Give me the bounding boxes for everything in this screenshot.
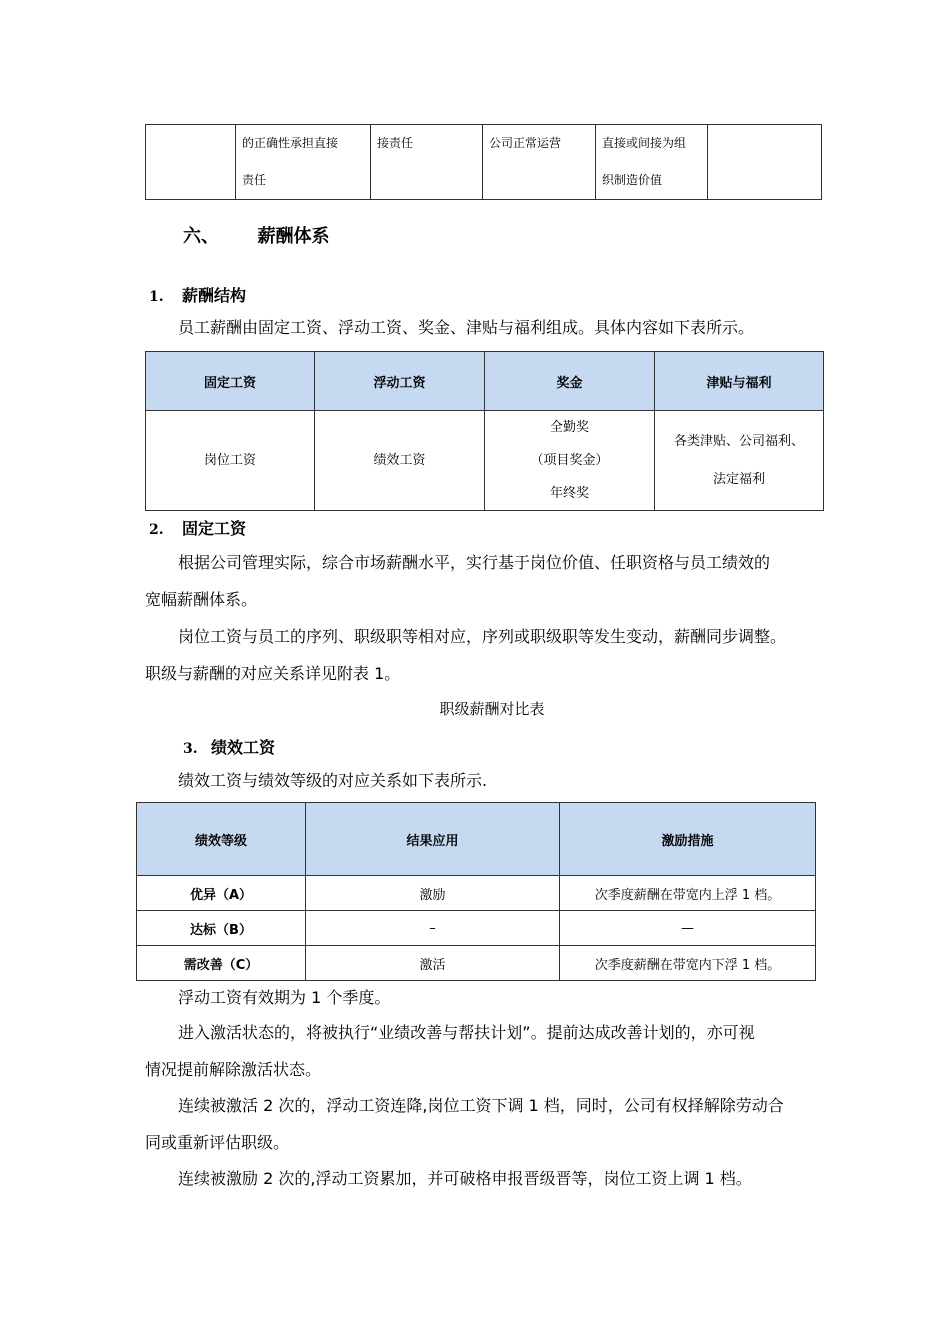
- column-header: 津贴与福利: [655, 352, 824, 411]
- paragraph: 连续被激励 2 次的,浮动工资累加，并可破格申报晋级晋等，岗位工资上调 1 档。: [178, 1169, 752, 1188]
- paragraph-line: 情况提前解除激活状态。: [145, 1060, 322, 1079]
- paragraph-line: 根据公司管理实际，综合市场薪酬水平，实行基于岗位价值、任职资格与员工绩效的: [178, 553, 771, 572]
- table-header-row: [137, 803, 816, 876]
- column-header: 固定工资: [146, 352, 315, 411]
- paragraph-line: 职级与薪酬的对应关系详见附表 1。: [145, 664, 401, 683]
- subsection-heading-3: [183, 735, 275, 758]
- paragraph-line: 进入激活状态的，将被执行“业绩改善与帮扶计划”。提前达成改善计划的，亦可视: [178, 1023, 755, 1042]
- paragraph-line: 连续被激活 2 次的，浮动工资连降,岗位工资下调 1 档，同时，公司有权择解除劳动合: [178, 1096, 784, 1115]
- table-cell: [596, 125, 708, 200]
- subsection-number: 1.: [149, 289, 164, 305]
- result-cell: –: [306, 911, 560, 946]
- result-cell: 激励: [306, 876, 560, 911]
- table-cell: [236, 125, 371, 200]
- cell-line: 直接或间接为组: [602, 136, 687, 150]
- measure-cell: 次季度薪酬在带宽内上浮 1 档。: [560, 876, 816, 911]
- result-cell: 激活: [306, 946, 560, 981]
- paragraph-line: 岗位工资与员工的序列、职级职等相对应，序列或职级职等发生变动，薪酬同步调整。: [178, 627, 787, 646]
- column-header: 浮动工资: [315, 352, 485, 411]
- cell-text: 公司正常运营: [489, 136, 562, 150]
- performance-grade-table: [136, 802, 816, 981]
- cell-line: （项目奖金）: [530, 453, 609, 468]
- paragraph-line: 同或重新评估职级。: [145, 1133, 290, 1152]
- section-heading: [183, 222, 330, 248]
- column-header: 绩效等级: [137, 803, 306, 876]
- cell-line: 的正确性承担直接: [242, 136, 339, 150]
- table-header-row: [146, 352, 824, 411]
- responsibility-table-continued: [145, 124, 822, 200]
- table-cell: 岗位工资: [146, 411, 315, 511]
- subsection-number: 3.: [183, 741, 198, 757]
- cell-text: 接责任: [377, 136, 414, 150]
- table-row: [137, 911, 816, 946]
- cell-line: 全勤奖: [549, 420, 589, 435]
- paragraph: 浮动工资有效期为 1 个季度。: [178, 988, 391, 1007]
- measure-cell: 次季度薪酬在带宽内下浮 1 档。: [560, 946, 816, 981]
- measure-cell: —: [560, 911, 816, 946]
- grade-cell: 达标（B）: [137, 911, 306, 946]
- salary-structure-table: [145, 351, 824, 511]
- section-title: 薪酬体系: [257, 226, 330, 247]
- subsection-title: 固定工资: [182, 519, 247, 538]
- column-header: 激励措施: [560, 803, 816, 876]
- table-cell: 绩效工资: [315, 411, 485, 511]
- subsection-heading-2: [149, 516, 246, 539]
- table-cell: [371, 125, 483, 200]
- table-row: [146, 411, 824, 511]
- paragraph: 员工薪酬由固定工资、浮动工资、奖金、津贴与福利组成。具体内容如下表所示。: [178, 318, 755, 337]
- cell-line: 织制造价值: [602, 173, 663, 187]
- grade-cell: 需改善（C）: [137, 946, 306, 981]
- subsection-heading-1: [149, 283, 246, 306]
- table-row: [146, 125, 822, 200]
- cell-line: 法定福利: [712, 471, 765, 487]
- table-cell: [655, 411, 824, 511]
- table-caption: 职级薪酬对比表: [439, 700, 545, 718]
- paragraph-line: 宽幅薪酬体系。: [145, 590, 258, 609]
- grade-cell: 优异（A）: [137, 876, 306, 911]
- table-cell: [485, 411, 655, 511]
- cell-line: 各类津贴、公司福利、: [673, 433, 804, 449]
- table-cell: [483, 125, 596, 200]
- subsection-title: 薪酬结构: [182, 286, 247, 305]
- paragraph: 绩效工资与绩效等级的对应关系如下表所示.: [178, 771, 488, 790]
- subsection-number: 2.: [149, 522, 164, 538]
- section-number: 六、: [183, 226, 219, 247]
- column-header: 结果应用: [306, 803, 560, 876]
- table-row: [137, 876, 816, 911]
- table-cell: [146, 125, 236, 200]
- subsection-title: 绩效工资: [211, 738, 276, 757]
- column-header: 奖金: [485, 352, 655, 411]
- table-row: [137, 946, 816, 981]
- table-cell: [708, 125, 822, 200]
- cell-line: 责任: [242, 173, 267, 187]
- cell-line: 年终奖: [549, 486, 589, 501]
